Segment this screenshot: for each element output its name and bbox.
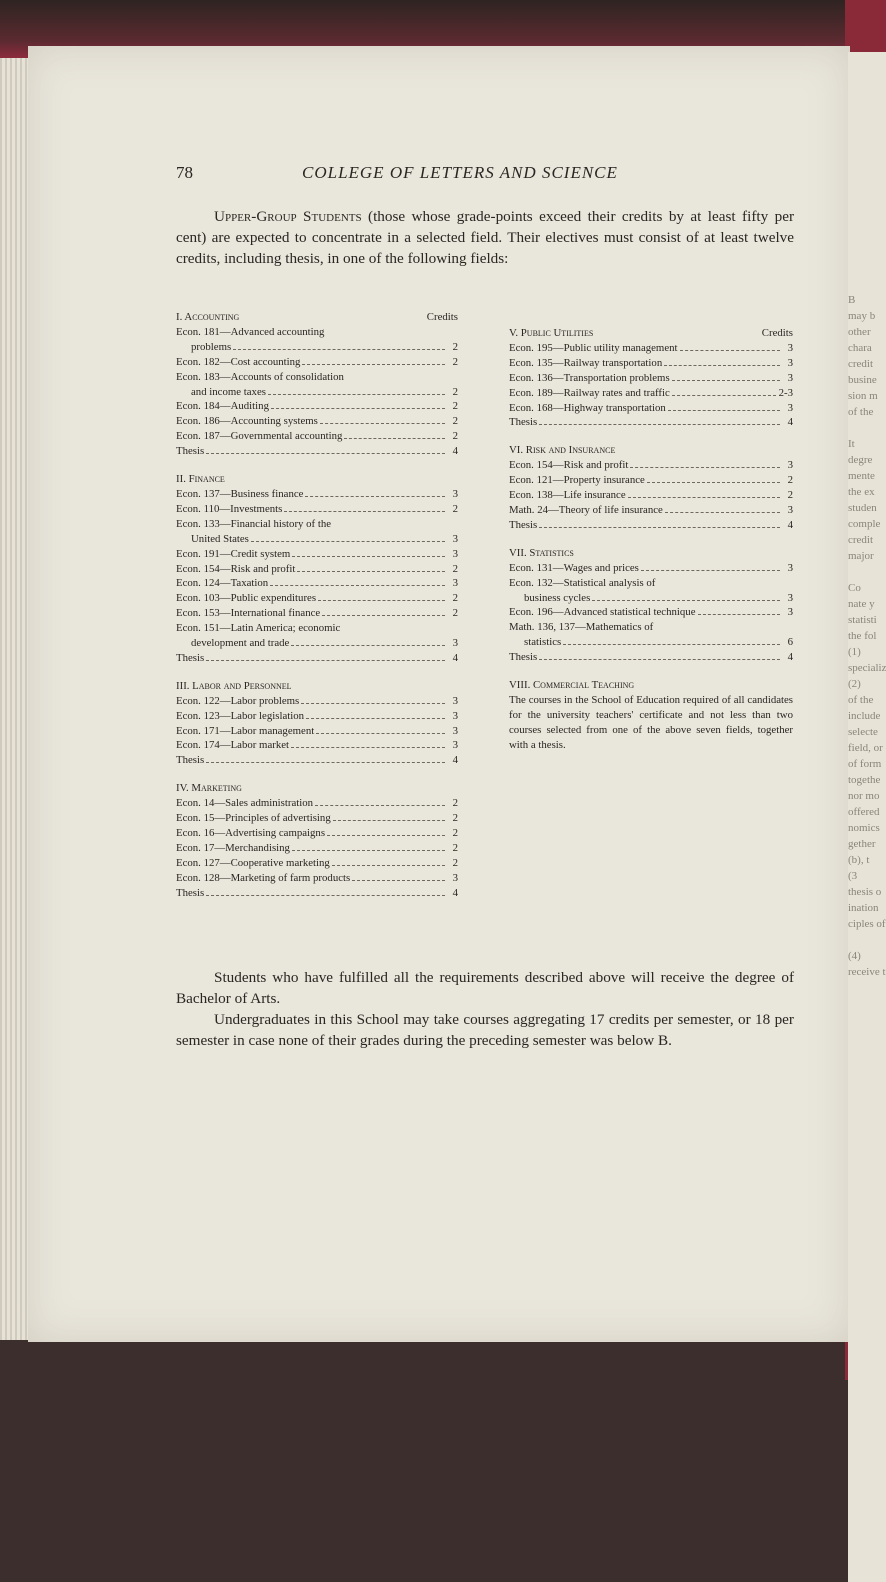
course-name: Thesis xyxy=(176,651,205,664)
course-row xyxy=(509,458,793,473)
section-heading xyxy=(509,678,793,693)
course-credits: 2 xyxy=(452,812,458,825)
leader-dots xyxy=(315,805,445,806)
course-name: Econ. 132—Statistical analysis of xyxy=(509,576,656,589)
facing-page-text: nomics xyxy=(848,822,880,834)
course-row xyxy=(176,325,458,340)
section-gap xyxy=(176,459,458,472)
course-name: Thesis xyxy=(509,416,538,429)
course-credits: 3 xyxy=(787,356,793,369)
leader-dots xyxy=(539,659,780,660)
course-name: Thesis xyxy=(176,754,205,767)
course-row xyxy=(176,355,458,370)
section-heading xyxy=(509,326,793,341)
leader-dots xyxy=(270,585,445,586)
leader-dots xyxy=(672,395,776,396)
course-credits: 4 xyxy=(787,416,793,429)
leader-dots xyxy=(251,541,445,542)
leader-dots xyxy=(302,364,445,365)
course-name: Math. 136, 137—Mathematics of xyxy=(509,621,654,634)
page-header xyxy=(176,163,792,187)
leader-dots xyxy=(327,835,445,836)
facing-page-text: nate y xyxy=(848,598,875,610)
course-row xyxy=(509,401,793,416)
section-gap xyxy=(509,430,793,443)
closing-paragraphs xyxy=(176,967,794,1051)
course-name: Econ. 110—Investments xyxy=(176,502,283,515)
facing-page-text xyxy=(848,932,886,948)
page-edge-stack xyxy=(0,40,30,1340)
facing-page-text: the ex xyxy=(848,486,875,498)
facing-page-text: of form xyxy=(848,758,882,770)
leader-dots xyxy=(344,438,445,439)
facing-page-text: ination xyxy=(848,902,879,914)
course-credits: 4 xyxy=(452,886,458,899)
course-credits: 3 xyxy=(452,637,458,650)
course-row xyxy=(176,636,458,651)
course-row xyxy=(176,856,458,871)
course-credits: 2 xyxy=(452,340,458,353)
course-name: Thesis xyxy=(509,651,538,664)
course-row xyxy=(509,386,793,401)
facing-page-text: mente xyxy=(848,470,875,482)
facing-page-text: (b), t xyxy=(848,854,870,866)
facing-page-text: Co xyxy=(848,582,861,594)
leader-dots xyxy=(301,703,445,704)
course-credits: 2 xyxy=(452,592,458,605)
facing-page-text: (3 xyxy=(848,870,858,882)
course-credits: 2-3 xyxy=(778,386,793,399)
course-row xyxy=(509,561,793,576)
course-credits: 2 xyxy=(452,827,458,839)
course-name: Econ. 131—Wages and prices xyxy=(509,561,639,574)
facing-page-text: togethe xyxy=(848,774,881,786)
course-row xyxy=(176,385,458,400)
intro-paragraph xyxy=(176,206,794,269)
course-credits: 3 xyxy=(452,577,458,590)
leader-dots xyxy=(306,718,445,719)
leader-dots xyxy=(318,600,445,601)
section-heading xyxy=(176,679,458,694)
facing-page-text: ciples of xyxy=(848,918,886,930)
course-credits: 3 xyxy=(452,487,458,500)
course-name: Econ. 187—Governmental accounting xyxy=(176,430,343,443)
facing-page-text: other xyxy=(848,326,871,338)
course-credits: 3 xyxy=(787,606,793,619)
leader-dots xyxy=(233,349,445,350)
course-credits: 2 xyxy=(452,841,458,854)
section-gap xyxy=(509,665,793,678)
course-row xyxy=(509,518,793,533)
course-row xyxy=(176,517,458,532)
course-credits: 4 xyxy=(452,754,458,767)
section-description: The courses in the School of Education required of all candidates for the university teachers' certificate and not less than two courses selected from one of the above seven fields, together with a thesis. xyxy=(509,693,793,751)
course-row xyxy=(176,738,458,753)
section-heading xyxy=(176,310,458,325)
leader-dots xyxy=(305,496,445,497)
facing-page-text: gether xyxy=(848,838,876,850)
course-row xyxy=(509,488,793,503)
course-credits: 3 xyxy=(452,532,458,545)
leader-dots xyxy=(284,511,445,512)
course-row xyxy=(176,399,458,414)
facing-page-text: specializ xyxy=(848,662,886,674)
course-name: Econ. 174—Labor market xyxy=(176,739,290,752)
course-credits: 2 xyxy=(452,430,458,443)
facing-page-text: It xyxy=(848,438,855,450)
course-row xyxy=(176,811,458,826)
course-name: Econ. 135—Railway transportation xyxy=(509,356,663,369)
section-heading xyxy=(176,781,458,796)
course-name: Econ. 123—Labor legislation xyxy=(176,709,305,722)
leader-dots xyxy=(316,733,445,734)
facing-page-text: offered xyxy=(848,806,880,818)
course-credits: 3 xyxy=(452,871,458,884)
course-name: Thesis xyxy=(509,518,538,531)
leader-dots xyxy=(647,482,780,483)
leader-dots xyxy=(539,527,780,528)
course-name: problems xyxy=(191,340,232,353)
course-row xyxy=(176,709,458,724)
intro-lead: Upper-Group Students xyxy=(214,208,362,225)
course-name: Econ. 153—International finance xyxy=(176,607,321,620)
leader-dots xyxy=(352,880,445,881)
course-name: and income taxes xyxy=(191,385,266,398)
field-section xyxy=(176,666,458,768)
course-row xyxy=(176,606,458,621)
section-title: VI. Risk and Insurance xyxy=(509,444,616,457)
facing-page-text: chara xyxy=(848,342,872,354)
course-credits: 4 xyxy=(787,651,793,664)
leader-dots xyxy=(320,423,445,424)
leader-dots xyxy=(698,614,781,615)
leader-dots xyxy=(628,497,780,498)
leader-dots xyxy=(539,424,780,425)
course-row xyxy=(509,473,793,488)
course-name: Thesis xyxy=(176,886,205,899)
page-number: 78 xyxy=(176,163,193,182)
facing-page-text: selecte xyxy=(848,726,878,738)
leader-dots xyxy=(292,556,445,557)
course-credits: 4 xyxy=(452,445,458,458)
course-row xyxy=(176,429,458,444)
leader-dots xyxy=(291,747,445,748)
facing-page-text: (2) xyxy=(848,678,861,690)
facing-page-text: nor mo xyxy=(848,790,880,802)
facing-page-text: studen xyxy=(848,502,877,514)
facing-page-text: thesis o xyxy=(848,886,882,898)
facing-page-text: credit xyxy=(848,358,874,370)
course-row xyxy=(509,620,793,635)
course-name: Econ. 168—Highway transportation xyxy=(509,401,666,414)
leader-dots xyxy=(641,570,780,571)
course-row xyxy=(176,694,458,709)
field-section xyxy=(509,326,793,430)
section-title: IV. Marketing xyxy=(176,782,242,795)
facing-page-text: degre xyxy=(848,454,873,466)
course-credits: 3 xyxy=(787,591,793,604)
course-name: statistics xyxy=(524,636,562,649)
facing-page-text: sion m xyxy=(848,390,878,402)
facing-page-text: (1) xyxy=(848,646,861,658)
facing-page-text: may b xyxy=(848,310,876,322)
facing-page-text: statisti xyxy=(848,614,877,626)
field-section xyxy=(176,768,458,900)
facing-page-text: (4) xyxy=(848,950,861,962)
facing-page-text xyxy=(848,564,886,580)
leader-dots xyxy=(206,453,445,454)
facing-page-text: busine xyxy=(848,374,877,386)
course-credits: 2 xyxy=(452,400,458,413)
course-name: Econ. 15—Principles of advertising xyxy=(176,812,331,825)
section-title: VII. Statistics xyxy=(509,546,574,559)
right-column xyxy=(509,326,793,753)
course-row xyxy=(176,871,458,886)
course-row xyxy=(509,635,793,650)
course-row xyxy=(509,341,793,356)
course-credits: 2 xyxy=(787,474,793,487)
course-credits: 3 xyxy=(452,709,458,722)
leader-dots xyxy=(664,365,780,366)
course-row xyxy=(176,547,458,562)
course-name: Econ. 154—Risk and profit xyxy=(176,562,296,575)
course-credits: 2 xyxy=(452,797,458,810)
course-credits: 3 xyxy=(452,739,458,752)
course-row xyxy=(509,650,793,665)
course-credits: 4 xyxy=(452,651,458,664)
course-name: Econ. 154—Risk and profit xyxy=(509,459,629,472)
course-row xyxy=(176,651,458,666)
course-name: Econ. 171—Labor management xyxy=(176,724,315,737)
course-name: Econ. 124—Taxation xyxy=(176,577,269,590)
course-name: Econ. 184—Auditing xyxy=(176,400,269,413)
course-name: Econ. 181—Advanced accounting xyxy=(176,325,325,338)
facing-page-text: comple xyxy=(848,518,881,530)
credits-column-label: Credits xyxy=(426,311,458,323)
course-credits: 2 xyxy=(452,607,458,620)
section-title: VIII. Commercial Teaching xyxy=(509,679,635,692)
facing-page-text: B xyxy=(848,294,856,306)
closing-paragraph: Students who have fulfilled all the requirements described above will receive the degree of Bachelor of Arts. xyxy=(176,969,794,1007)
leader-dots xyxy=(665,512,780,513)
course-name: Econ. 195—Public utility management xyxy=(509,341,678,354)
course-row xyxy=(176,826,458,841)
course-row xyxy=(176,886,458,901)
section-gap xyxy=(509,533,793,546)
course-credits: 2 xyxy=(787,489,793,502)
course-row xyxy=(176,841,458,856)
course-row xyxy=(176,502,458,517)
course-name: Econ. 17—Merchandising xyxy=(176,841,290,854)
course-row xyxy=(509,605,793,620)
course-credits: 2 xyxy=(452,385,458,398)
course-row xyxy=(509,371,793,386)
course-name: Thesis xyxy=(176,445,205,458)
facing-page-text xyxy=(848,420,886,436)
section-heading xyxy=(509,443,793,458)
field-section xyxy=(509,665,793,753)
course-row xyxy=(176,370,458,385)
course-row xyxy=(176,532,458,547)
course-name: Math. 24—Theory of life insurance xyxy=(509,503,663,516)
course-name: United States xyxy=(191,532,249,545)
course-row xyxy=(176,576,458,591)
section-title: III. Labor and Personnel xyxy=(176,679,292,692)
running-title: COLLEGE OF LETTERS AND SCIENCE xyxy=(302,163,618,182)
course-credits: 3 xyxy=(452,547,458,560)
course-credits: 6 xyxy=(787,636,793,649)
field-section xyxy=(509,430,793,532)
facing-page-text: the fol xyxy=(848,630,877,642)
course-credits: 2 xyxy=(452,562,458,575)
course-row xyxy=(176,591,458,606)
course-credits: 3 xyxy=(787,503,793,516)
facing-page-text: of the xyxy=(848,694,874,706)
leader-dots xyxy=(206,895,445,896)
leader-dots xyxy=(206,762,445,763)
leader-dots xyxy=(668,410,780,411)
course-name: Econ. 14—Sales administration xyxy=(176,797,314,810)
course-name: Econ. 136—Transportation problems xyxy=(509,371,670,384)
course-row xyxy=(176,724,458,739)
facing-page-text: of the xyxy=(848,406,874,418)
facing-page-text: receive t xyxy=(848,966,886,978)
credits-column-label: Credits xyxy=(761,327,793,339)
course-credits: 3 xyxy=(787,401,793,414)
leader-dots xyxy=(630,467,780,468)
closing-paragraph: Undergraduates in this School may take courses aggregating 17 credits per semester, or 18 per semester in case none of their grades during the preceding semester was below B. xyxy=(176,1011,794,1049)
course-name: Econ. 196—Advanced statistical technique xyxy=(509,606,696,619)
facing-page-text: major xyxy=(848,550,874,562)
course-credits: 2 xyxy=(452,415,458,428)
section-heading xyxy=(176,472,458,487)
course-credits: 3 xyxy=(787,459,793,472)
course-row xyxy=(176,621,458,636)
course-name: Econ. 127—Cooperative marketing xyxy=(176,856,330,869)
field-section xyxy=(176,310,458,459)
section-title: II. Finance xyxy=(176,473,225,486)
course-row xyxy=(176,414,458,429)
course-credits: 3 xyxy=(452,694,458,707)
leader-dots xyxy=(322,615,445,616)
leader-dots xyxy=(206,660,445,661)
section-gap xyxy=(176,666,458,679)
course-row xyxy=(176,340,458,355)
course-name: Econ. 183—Accounts of consolidation xyxy=(176,370,344,383)
course-credits: 2 xyxy=(452,355,458,368)
section-gap xyxy=(176,768,458,781)
course-credits: 4 xyxy=(787,518,793,531)
leader-dots xyxy=(291,645,445,646)
course-name: Econ. 121—Property insurance xyxy=(509,474,645,487)
section-title: I. Accounting xyxy=(176,311,240,323)
course-name: development and trade xyxy=(191,637,290,650)
course-row xyxy=(176,562,458,577)
course-credits: 2 xyxy=(452,856,458,869)
course-name: Econ. 133—Financial history of the xyxy=(176,517,332,530)
leader-dots xyxy=(268,394,445,395)
course-row xyxy=(176,444,458,459)
course-row xyxy=(509,591,793,606)
course-row xyxy=(509,503,793,518)
section-heading xyxy=(509,546,793,561)
course-name: Econ. 191—Credit system xyxy=(176,547,291,560)
course-row xyxy=(176,753,458,768)
course-name: Econ. 182—Cost accounting xyxy=(176,355,301,368)
course-name: Econ. 186—Accounting systems xyxy=(176,415,318,428)
facing-page-text: credit xyxy=(848,534,874,546)
intro-text: (those whose grade-points exceed their credits by at least fifty per cent) are expected to concentrate in a selected field. Their electives must consist of at least twelve credits, including thesis, in one of the following fields: xyxy=(176,208,795,267)
field-section xyxy=(176,459,458,666)
leader-dots xyxy=(271,408,445,409)
course-credits: 3 xyxy=(452,724,458,737)
course-row xyxy=(509,415,793,430)
course-credits: 2 xyxy=(452,502,458,515)
leader-dots xyxy=(333,820,445,821)
course-credits: 3 xyxy=(787,341,793,354)
course-credits: 3 xyxy=(787,561,793,574)
course-credits: 3 xyxy=(787,371,793,384)
leader-dots xyxy=(672,380,780,381)
course-name: Econ. 122—Labor problems xyxy=(176,694,300,707)
course-row xyxy=(176,796,458,811)
course-name: Econ. 103—Public expenditures xyxy=(176,592,317,605)
course-name: Econ. 128—Marketing of farm products xyxy=(176,871,351,884)
course-name: business cycles xyxy=(524,591,591,604)
course-row xyxy=(509,356,793,371)
left-column xyxy=(176,310,458,901)
course-name: Econ. 151—Latin America; economic xyxy=(176,622,341,635)
field-section xyxy=(509,533,793,665)
leader-dots xyxy=(563,644,780,645)
leader-dots xyxy=(592,600,780,601)
facing-page-text: include xyxy=(848,710,881,722)
facing-page-fragment xyxy=(848,52,886,1582)
course-name: Econ. 137—Business finance xyxy=(176,487,304,500)
leader-dots xyxy=(680,350,780,351)
course-name: Econ. 189—Railway rates and traffic xyxy=(509,386,670,399)
section-title: V. Public Utilities xyxy=(509,327,594,339)
leader-dots xyxy=(292,850,445,851)
course-name: Econ. 138—Life insurance xyxy=(509,489,626,502)
leader-dots xyxy=(297,571,445,572)
facing-page-text: field, or xyxy=(848,742,883,754)
course-name: Econ. 16—Advertising campaigns xyxy=(176,827,326,839)
course-row xyxy=(176,487,458,502)
course-row xyxy=(509,576,793,591)
leader-dots xyxy=(332,865,445,866)
